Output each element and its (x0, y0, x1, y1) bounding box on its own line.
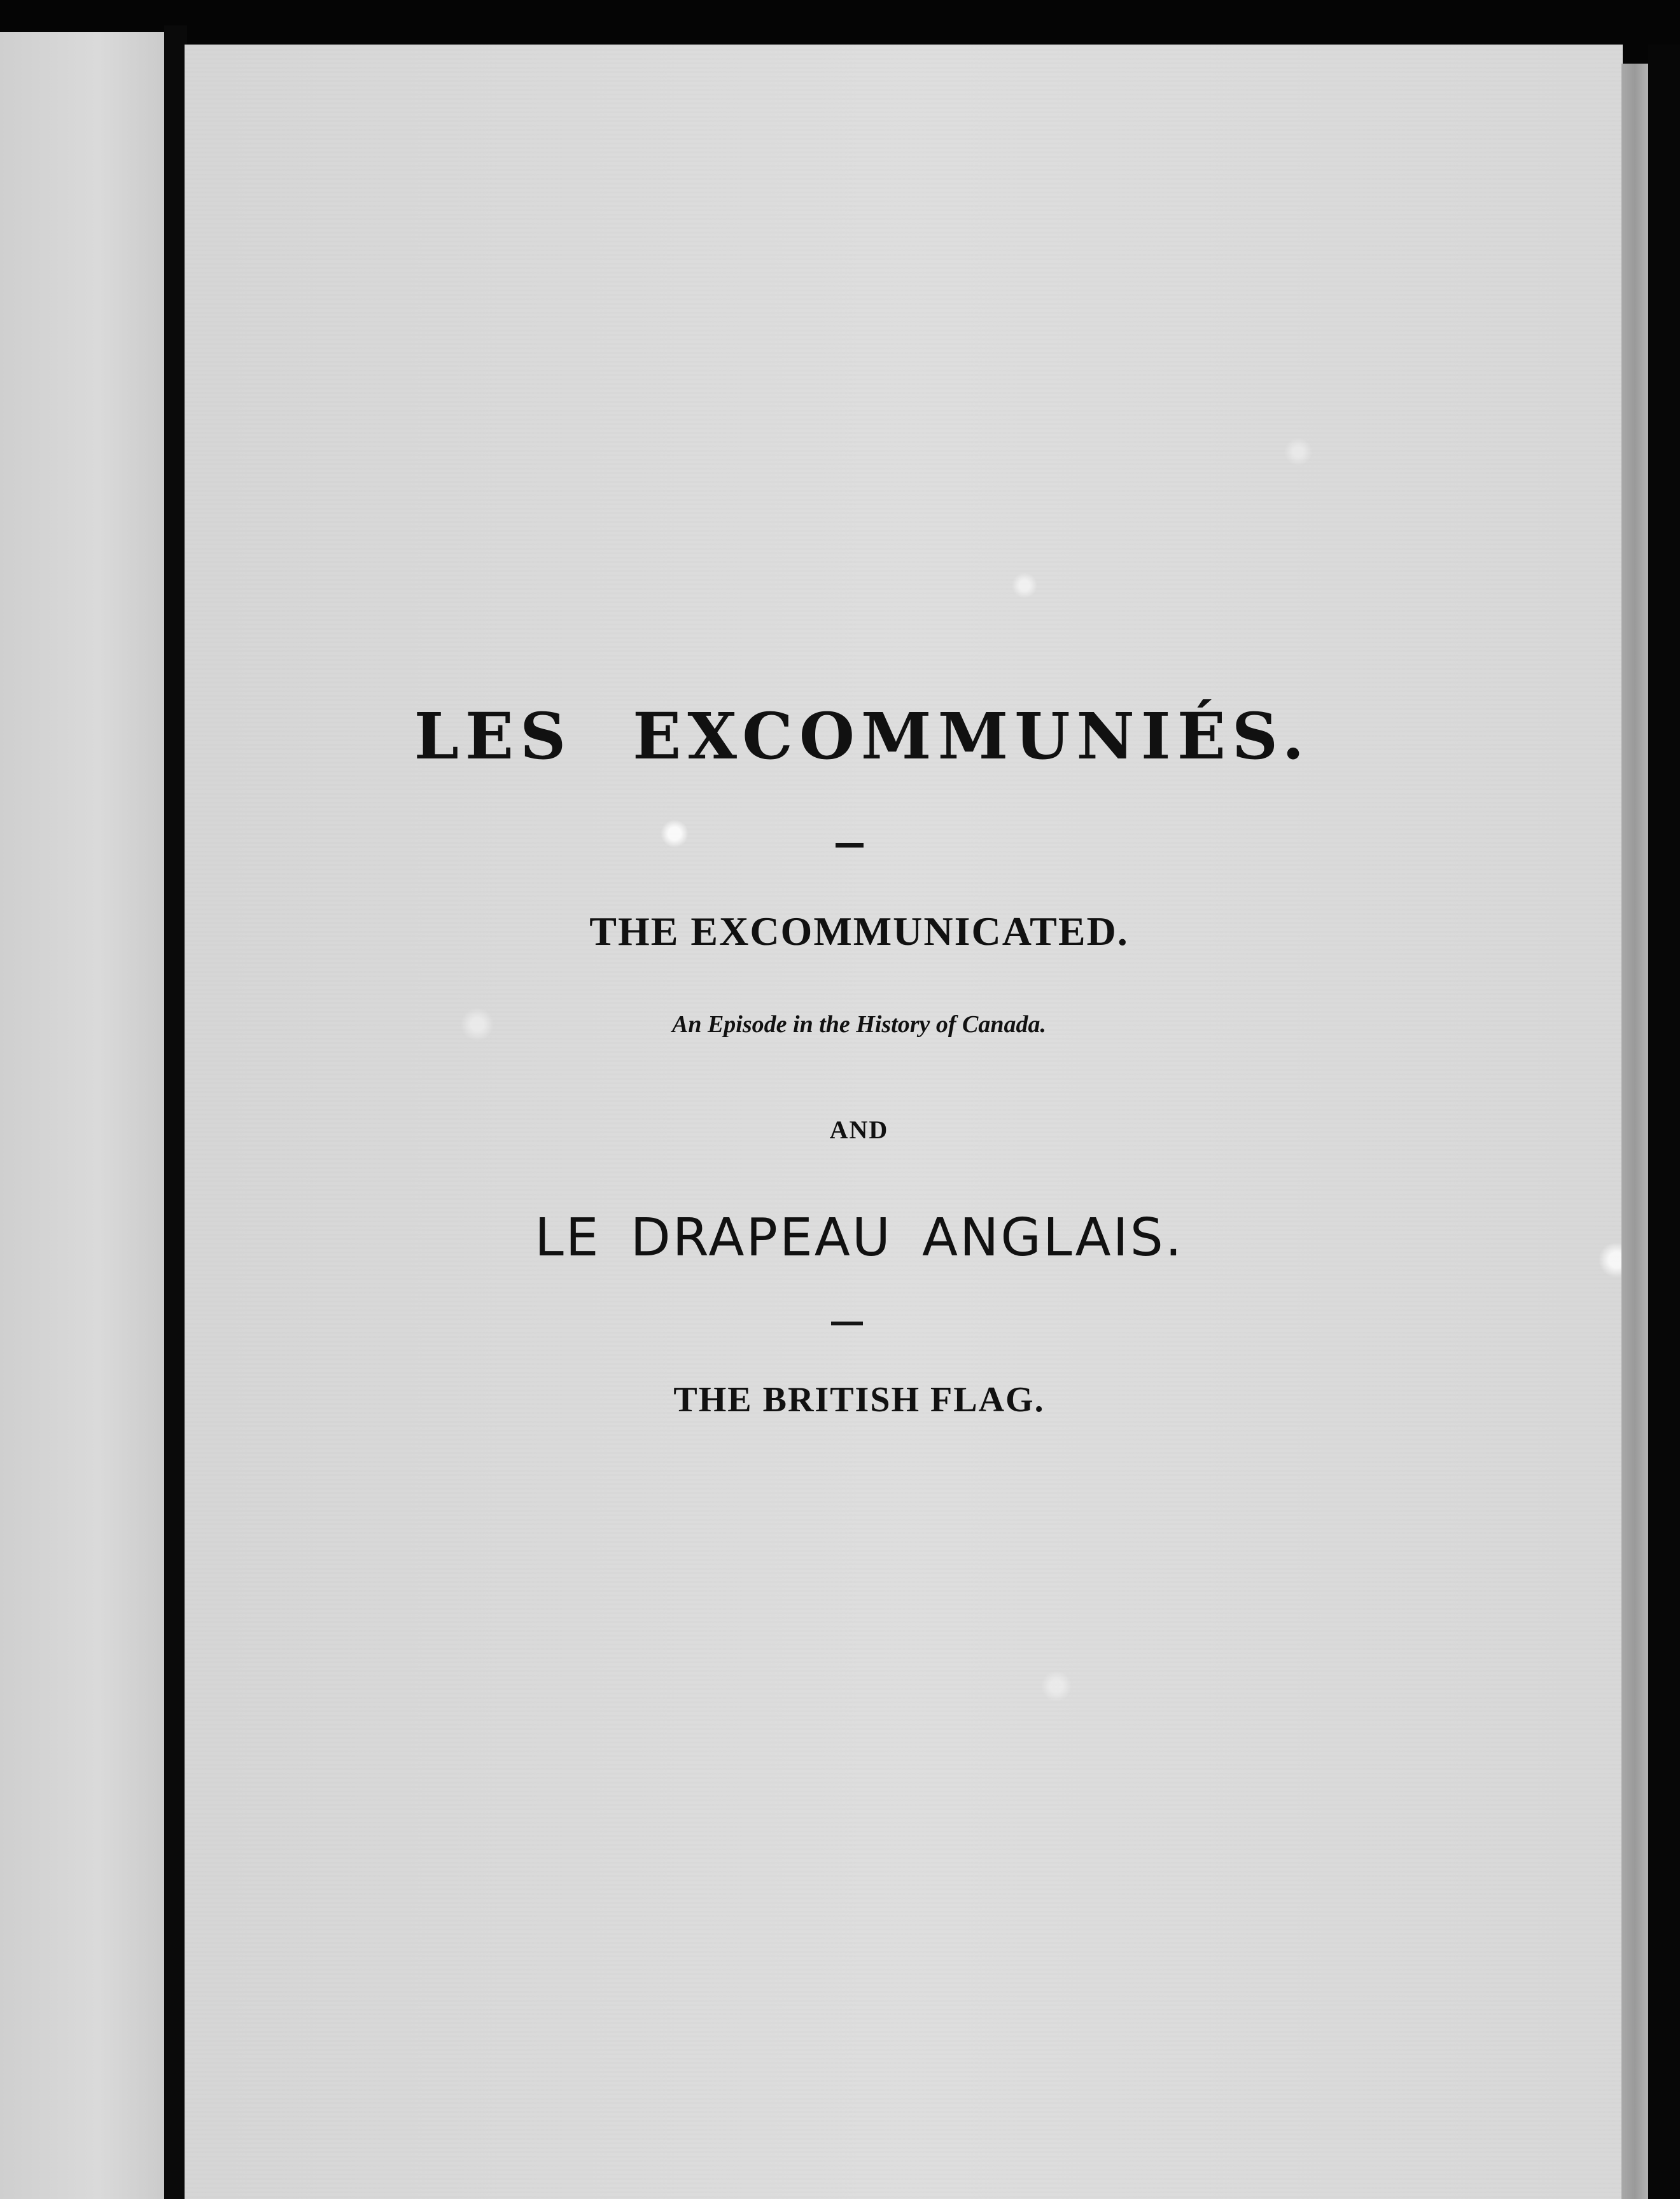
second-title-french: LE DRAPEAU ANGLAIS. (535, 1208, 1184, 1268)
subtitle: An Episode in the History of Canada. (671, 1011, 1047, 1038)
book-gutter (164, 25, 187, 2199)
title-english: THE EXCOMMUNICATED. (589, 909, 1129, 954)
separator-rule (831, 1322, 863, 1325)
second-title-english: THE BRITISH FLAG. (673, 1380, 1045, 1420)
title-french: LES EXCOMMUNIÉS. (414, 699, 1311, 774)
conjunction: AND (829, 1115, 889, 1144)
scan-top-border (0, 0, 1680, 46)
separator-rule (836, 843, 864, 848)
